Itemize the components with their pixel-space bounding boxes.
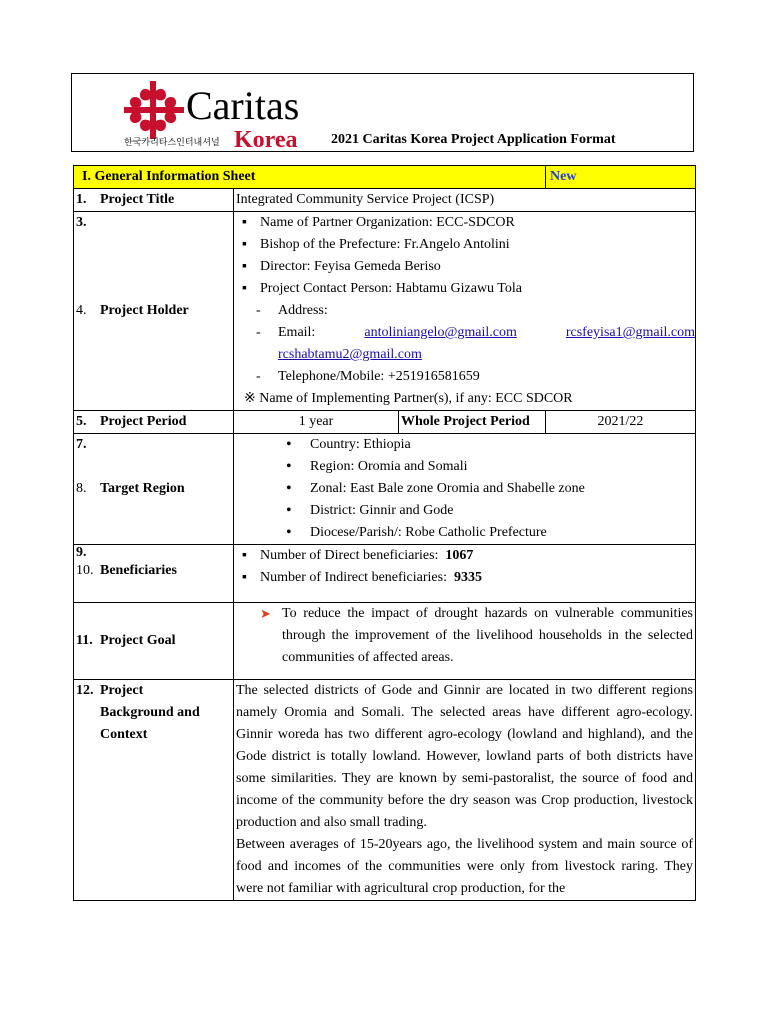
beneficiaries-details (234, 545, 696, 603)
direct-beneficiaries-item (242, 545, 695, 567)
project-period-row (74, 411, 696, 434)
caritas-cross-icon (124, 81, 184, 139)
project-goal-label: Project Goal (100, 633, 176, 648)
background-label-cell (74, 680, 234, 901)
project-goal-text: To reduce the impact of drought hazards on vulnerable communities through the improvement of the livelihood households in the selected communities of affected areas. (282, 606, 693, 665)
logo-caritas-text: Caritas (186, 83, 300, 128)
background-number: 12. (76, 683, 94, 698)
project-goal-label-cell (74, 603, 234, 680)
section-title: I. General Information Sheet (74, 166, 546, 189)
project-period-value: 1 year (234, 411, 399, 434)
status-badge: New (546, 166, 696, 189)
project-title-value: Integrated Community Service Project (ICSP) (234, 189, 696, 212)
arrow-bullet-icon: ➤ (260, 606, 271, 621)
logo-korean-text: 한국카리타스인터내셔널 (124, 138, 220, 148)
bishop-item: ▪ Bishop of the Prefecture: Fr.Angelo Antolini (242, 234, 695, 256)
project-title-label: Project Title (100, 192, 175, 207)
background-label-line-1: Project (100, 683, 144, 698)
country-item: • Country: Ethiopia (286, 434, 695, 456)
project-holder-number: 4. (76, 303, 87, 318)
email-link-feyisa[interactable]: rcsfeyisa1@gmail.com (565, 325, 695, 340)
project-goal-row (74, 603, 696, 680)
project-period-label: Project Period (100, 414, 187, 429)
project-holder-number-top: 3. (76, 215, 87, 230)
background-paragraph-2: Between averages of 15-20years ago, the livelihood system and main source of food and incomes of the communities were only from livestock raring. They were not familiar with agricultural crop production, for the (236, 837, 693, 896)
background-label-line-3: Context (100, 727, 148, 742)
target-region-label-cell (74, 434, 234, 545)
section-header-row (74, 166, 696, 189)
indirect-beneficiaries-label: Number of Indirect beneficiaries: (260, 570, 447, 585)
project-holder-details (234, 212, 696, 411)
background-text-cell (234, 680, 696, 901)
target-region-number: 8. (76, 481, 87, 496)
whole-project-period-value: 2021/22 (546, 411, 696, 434)
logo-korea-text: Korea (234, 127, 298, 149)
background-paragraph-1: The selected districts of Gode and Ginnir are located in two different regions namely Oromia and Somali. The selected areas have different agro-ecology. Ginnir woreda has two different agro-ecology (lowland and highland), and the Gode district is totally lowland. However, lowland parts of both districts have some similarities. They are known by semi-pastoralist, the source of food and income of the community before the dry season was Crop production, livestock production and also small trading. (236, 683, 693, 830)
target-region-label: Target Region (100, 481, 185, 496)
diocese-item: • Diocese/Parish/: Robe Catholic Prefecture (286, 522, 695, 544)
email-item (256, 322, 695, 366)
zonal-item: • Zonal: East Bale zone Oromia and Shabelle zone (286, 478, 695, 500)
target-region-number-top: 7. (76, 437, 87, 452)
project-holder-label: Project Holder (100, 303, 189, 318)
project-title-label-cell (74, 189, 234, 212)
beneficiaries-label: Beneficiaries (100, 563, 177, 578)
project-period-number: 5. (76, 414, 87, 429)
beneficiaries-number-top: 9. (76, 545, 87, 560)
email-label: - Email: (278, 325, 316, 340)
background-label-line-2: Background and (100, 705, 200, 720)
beneficiaries-row (74, 545, 696, 603)
email-link-antolini[interactable]: antoliniangelo@gmail.com (364, 325, 517, 340)
project-holder-row (74, 212, 696, 411)
direct-beneficiaries-value: 1067 (445, 548, 474, 563)
partner-organization-item: ▪ Name of Partner Organization: ECC-SDCOR (242, 212, 695, 234)
whole-project-period-label: Whole Project Period (399, 411, 546, 434)
caritas-korea-logo (122, 77, 342, 149)
project-title-row (74, 189, 696, 212)
header-box (71, 73, 694, 152)
project-title-number: 1. (76, 192, 87, 207)
director-item: ▪ Director: Feyisa Gemeda Beriso (242, 256, 695, 278)
background-row (74, 680, 696, 901)
district-item: • District: Ginnir and Gode (286, 500, 695, 522)
project-goal-number: 11. (76, 633, 93, 648)
beneficiaries-number: 10. (76, 563, 94, 578)
telephone-item: - Telephone/Mobile: +251916581659 (256, 366, 695, 388)
general-information-table (73, 165, 696, 901)
document-title: 2021 Caritas Korea Project Application Format (331, 132, 616, 147)
beneficiaries-label-cell (74, 545, 234, 603)
project-holder-label-cell (74, 212, 234, 411)
region-item: • Region: Oromia and Somali (286, 456, 695, 478)
target-region-details (234, 434, 696, 545)
email-link-habtamu[interactable]: rcshabtamu2@gmail.com (278, 347, 422, 362)
address-item: - Address: (256, 300, 695, 322)
target-region-row (74, 434, 696, 545)
indirect-beneficiaries-value: 9335 (453, 570, 482, 585)
contact-person-item: ▪ Project Contact Person: Habtamu Gizawu Tola (242, 278, 695, 300)
project-goal-text-cell (234, 603, 696, 680)
direct-beneficiaries-label: Number of Direct beneficiaries: (260, 548, 439, 563)
project-period-label-cell (74, 411, 234, 434)
indirect-beneficiaries-item (242, 567, 695, 589)
implementing-partner-note: ※ Name of Implementing Partner(s), if any: ECC SDCOR (244, 391, 573, 406)
